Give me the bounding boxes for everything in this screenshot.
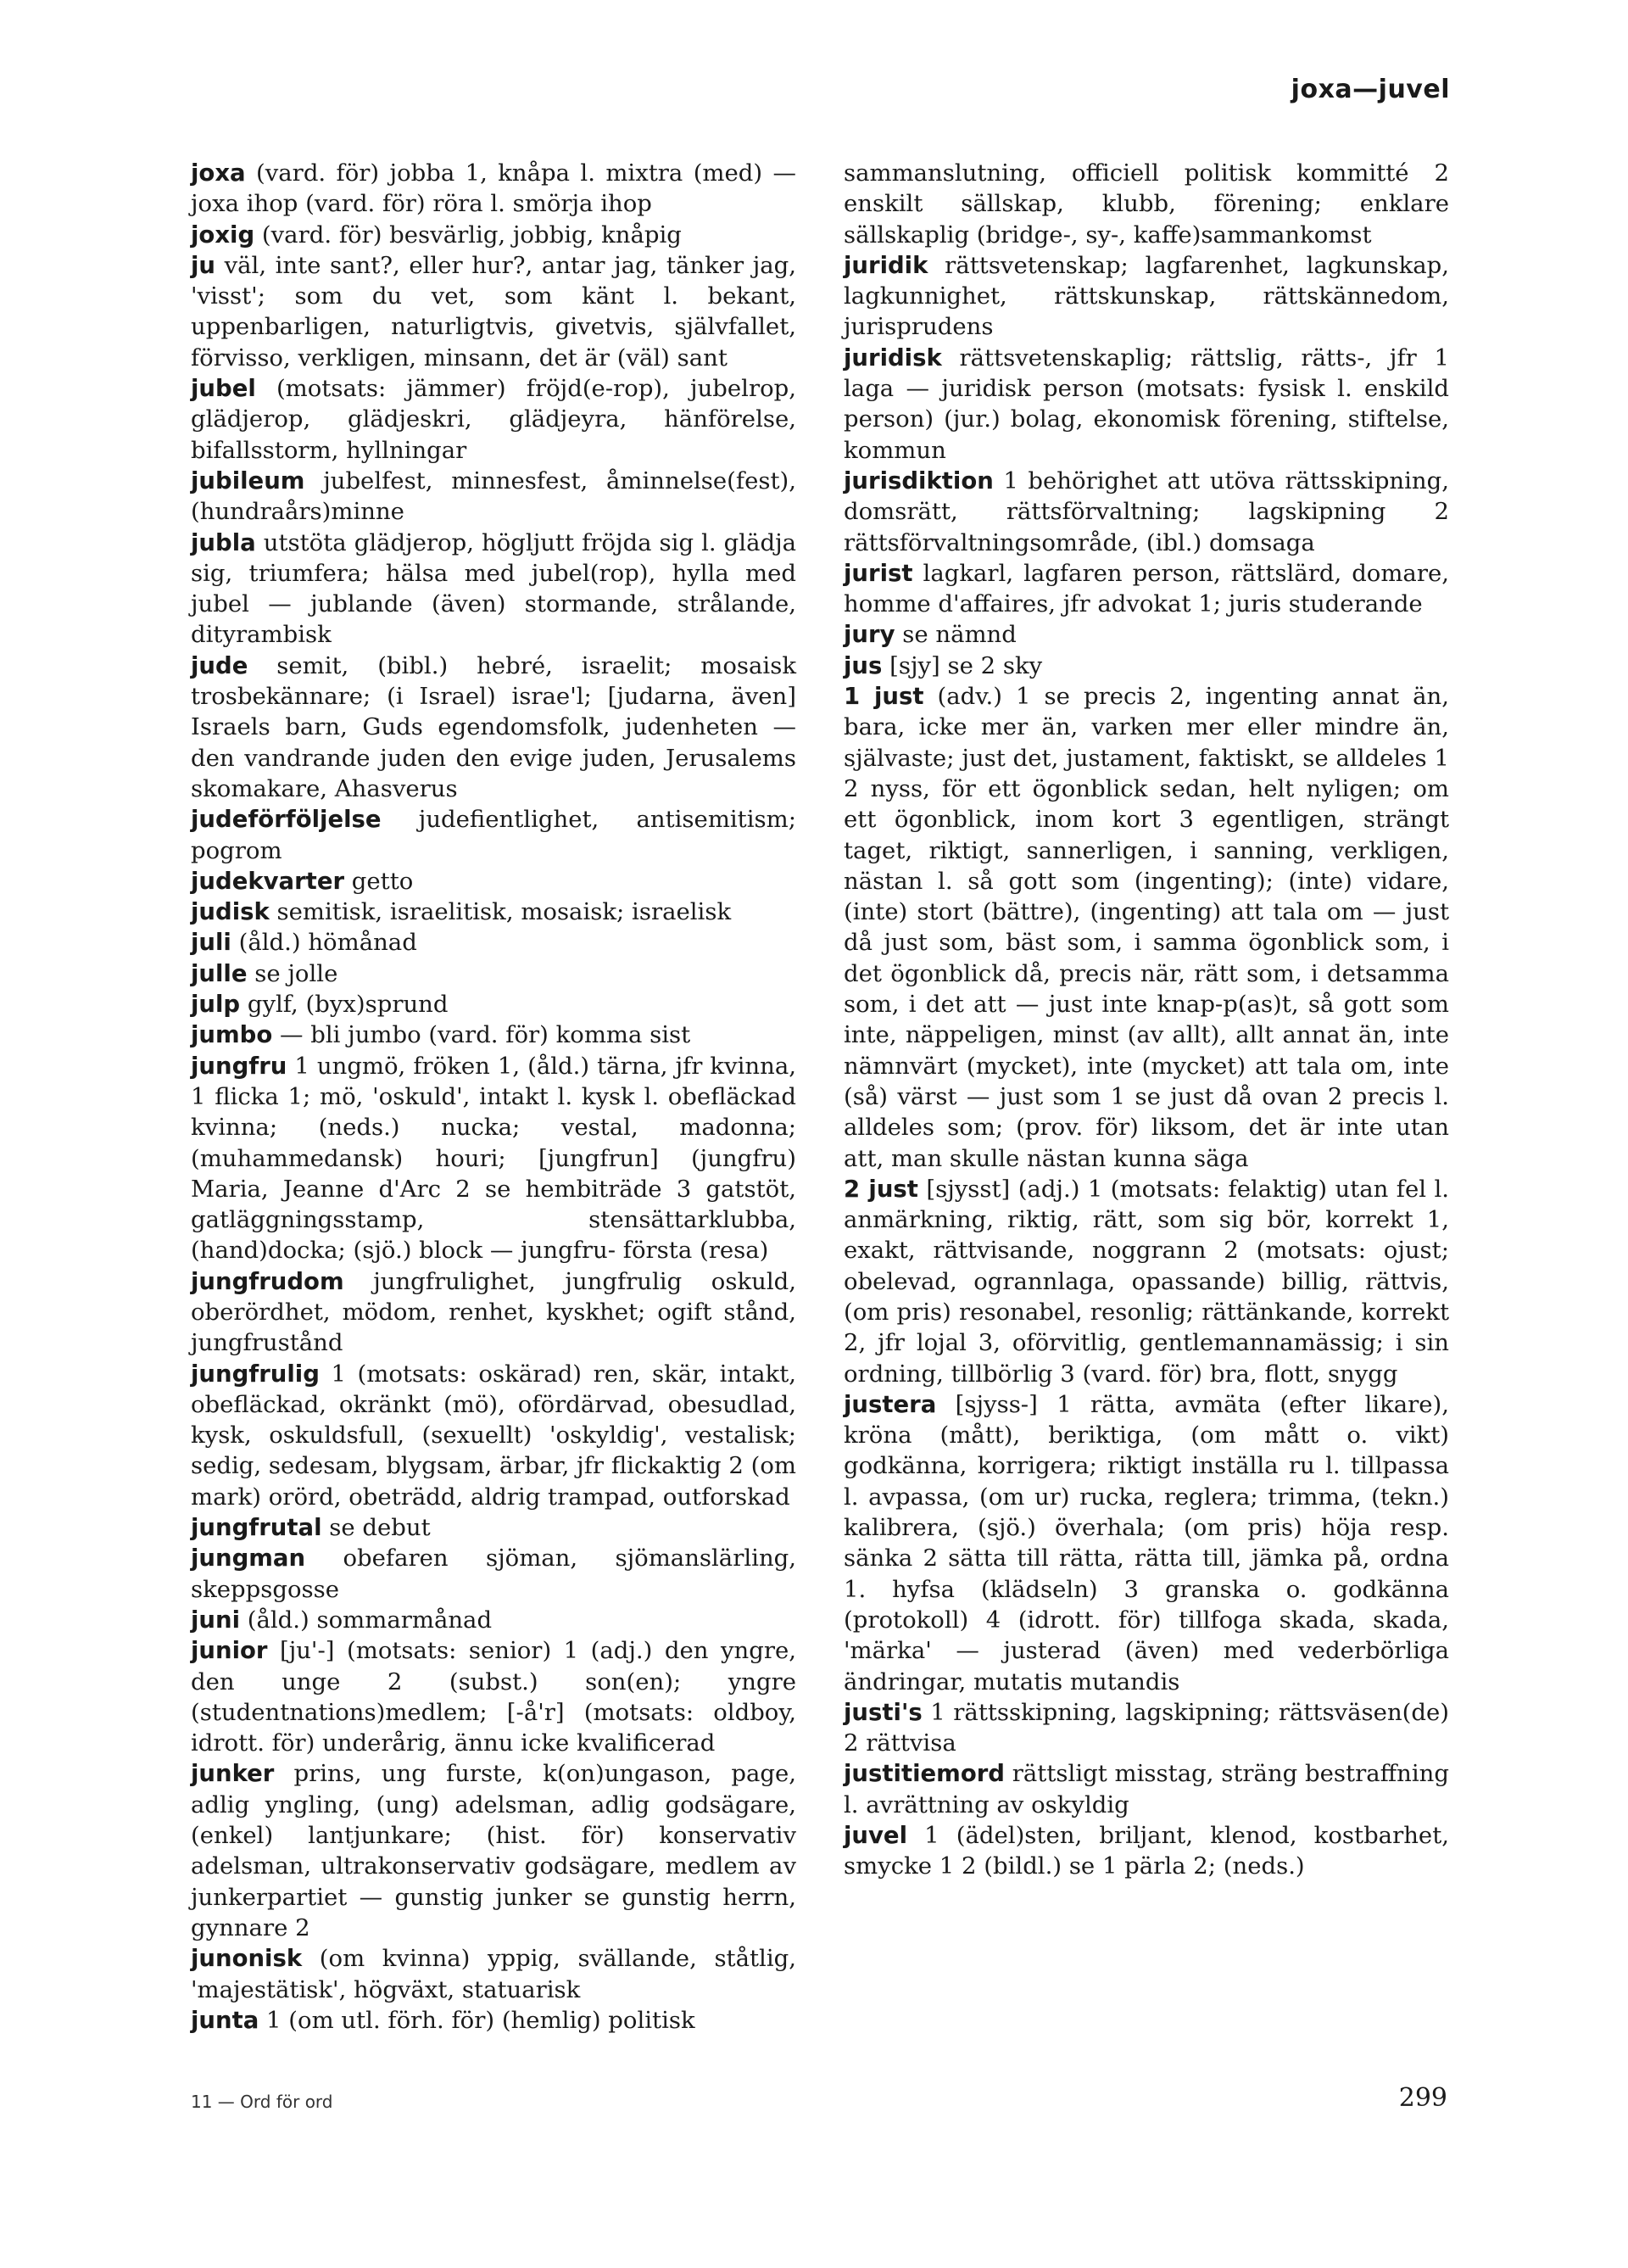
- entry-definition: (vard. för) jobba 1, knåpa l. mixtra (med) — joxa ihop (vard. för) röra l. smörja ihop: [191, 159, 796, 218]
- entry-headword: 1 just: [844, 683, 924, 711]
- dictionary-entry: [191, 651, 796, 804]
- entry-headword: jungfrutal: [191, 1514, 322, 1542]
- dictionary-entry: [844, 1174, 1449, 1389]
- dictionary-entry: [844, 1758, 1449, 1820]
- dictionary-entry: [844, 466, 1449, 558]
- entry-headword: junior: [191, 1637, 268, 1665]
- dictionary-entry: [191, 220, 796, 250]
- entry-definition: rättsvetenskap; lagfarenhet, lagkunskap, lagkunnighet, rättskunskap, rättskännedom, jurisprudens: [844, 251, 1449, 341]
- entry-headword: jumbo: [191, 1021, 273, 1049]
- entry-headword: jury: [844, 621, 895, 649]
- entry-definition: (åld.) hömånad: [238, 929, 417, 957]
- entry-definition: [sjyss-] 1 rätta, avmäta (efter likare), kröna (mått), beriktiga, (om mått o. vikt) godkänna, korrigera; riktigt inställa ru l. tillpassa l. avpassa, (om ur) rucka, reglera; trimma, (tekn.) kalibrera, (sjö.) överhala; (om pris) höja resp. sänka 2 sätta till rätta, rätta till, jämka på, ordna 1. hyfsa (klädseln) 3 granska o. godkänna (protokoll) 4 (idrott. för) tillfoga skada, skada, 'märka' — justerad (även) med vederbörliga ändringar, mutatis mutandis: [844, 1390, 1449, 1695]
- entry-definition: — bli jumbo (vard. för) komma sist: [280, 1021, 691, 1049]
- entry-definition: se jolle: [254, 959, 338, 987]
- entry-definition: (åld.) sommarmånad: [247, 1606, 493, 1634]
- entry-headword: juvel: [844, 1822, 908, 1850]
- entry-headword: jungman: [191, 1545, 306, 1573]
- entry-headword: joxig: [191, 221, 255, 249]
- entry-definition: [ju'-] (motsats: senior) 1 (adj.) den yngre, den unge 2 (subst.) son(en); yngre (studentnations)medlem; [-å'r] (motsats: oldboy, idrott. för) underårig, ännu icke kvalificerad: [191, 1637, 796, 1757]
- entry-headword: juli: [191, 929, 231, 957]
- entry-definition: rättsligt misstag, sträng bestraffning l. avrättning av oskyldig: [844, 1760, 1449, 1818]
- page-number: 299: [1398, 2083, 1447, 2113]
- dictionary-entry: [844, 1389, 1449, 1697]
- dictionary-entry: [191, 1605, 796, 1635]
- entry-definition: semitisk, israelitisk, mosaisk; israelisk: [276, 898, 732, 926]
- dictionary-entry: [191, 989, 796, 1019]
- footer-book-title: 11 — Ord för ord: [191, 2092, 333, 2112]
- entry-definition: semit, (bibl.) hebré, israelit; mosaisk trosbekännare; (i Israel) israe'l; [judarna, även] Israels barn, Guds egendomsfolk, judenheten — den vandrande juden den evige juden, Jerusalems skomakare, Ahasverus: [191, 651, 796, 802]
- dictionary-entry: [844, 1697, 1449, 1759]
- entry-definition: 1 (ädel)sten, briljant, klenod, kostbarhet, smycke 1 2 (bildl.) se 1 pärla 2; (neds.): [844, 1822, 1449, 1880]
- entry-definition: 1 ungmö, fröken 1, (åld.) tärna, jfr kvinna, 1 flicka 1; mö, 'oskuld', intakt l. kysk l. obefläckad kvinna; (neds.) nucka; vestal, madonna; (muhammedansk) houri; [jungfrun] (jungfru) Maria, Jeanne d'Arc 2 se hembiträde 3 gatstöt, gatläggningsstamp, stensättarklubba, (hand)docka; (sjö.) block — jungfru- första (resa): [191, 1052, 796, 1265]
- entry-headword: jubel: [191, 375, 256, 403]
- entry-definition: (vard. för) besvärlig, jobbig, knåpig: [261, 221, 682, 249]
- entry-headword: ju: [191, 251, 216, 279]
- entry-definition: prins, ung furste, k(on)ungason, page, adlig yngling, (ung) adelsman, adlig godsägare, (enkel) lantjunkare; (hist. för) konservativ adelsman, ultrakonservativ godsägare, medlem av junkerpartiet — gunstig junker se gunstig herrn, gynnare 2: [191, 1760, 796, 1941]
- entry-headword: jubla: [191, 528, 256, 556]
- dictionary-entry: [844, 1820, 1449, 1882]
- entry-definition: utstöta glädjerop, högljutt fröjda sig l. glädja sig, triumfera; hälsa med jubel(rop), hylla med jubel — jublande (även) stormande, strålande, dityrambisk: [191, 528, 797, 649]
- entry-headword: judisk: [191, 898, 270, 926]
- entry-definition: se nämnd: [902, 621, 1017, 649]
- dictionary-entry: [191, 528, 796, 651]
- dictionary-entry: [191, 866, 796, 897]
- dictionary-entry: [191, 1019, 796, 1050]
- entry-headword: julle: [191, 959, 248, 987]
- entry-definition: (adv.) 1 se precis 2, ingenting annat än, bara, icke mer än, varken mer eller mindre än, självaste; just det, justament, faktiskt, se alldeles 1 2 nyss, för ett ögonblick sedan, helt nyligen; om ett ögonblick, inom kort 3 egentligen, strängt taget, riktigt, sannerligen, i sanning, verkligen, nästan l. så gott som (ingenting); (inte) vidare, (inte) stort (bättre), (ingenting) att tala om — just då just som, bäst som, i samma ögonblick som, i det ögonblick då, precis när, rätt som, i detsamma som, i det att — just inte knap-p(as)t, så gott som inte, näppeligen, minst (av allt), allt annat än, inte nämnvärt (mycket), inte (mycket) att tala om, inte (så) värst — just som 1 se just då ovan 2 precis l. alldeles som; (prov. för) liksom, det är inte utan att, man skulle nästan kunna säga: [844, 683, 1449, 1172]
- dictionary-entry: [191, 466, 796, 528]
- entry-definition: 1 behörighet att utöva rättsskipning, domsrätt, rättsförvaltning; lagskipning 2 rättsförvaltningsområde, (ibl.) domsaga: [844, 466, 1449, 556]
- entry-definition: väl, inte sant?, eller hur?, antar jag, tänker jag, 'visst'; som du vet, som känt l. bekant, uppenbarligen, naturligtvis, givetvis, självfallet, förvisso, verkligen, minsann, det är (väl) sant: [191, 251, 796, 371]
- entry-headword: jubileum: [191, 466, 305, 494]
- entry-definition: obefaren sjöman, sjömanslärling, skeppsgosse: [191, 1545, 796, 1603]
- dictionary-entry: [191, 804, 796, 866]
- dictionary-entry: [191, 1635, 796, 1758]
- dictionary-entry: [191, 1943, 796, 2005]
- entry-definition: 1 rättsskipning, lagskipning; rättsväsen(de) 2 rättvisa: [844, 1698, 1449, 1757]
- entry-definition: jubelfest, minnesfest, åminnelse(fest), (hundraårs)minne: [191, 466, 796, 526]
- dictionary-entry: [844, 681, 1449, 1174]
- dictionary-entry: [191, 1512, 796, 1543]
- dictionary-entry: [844, 343, 1449, 466]
- dictionary-entry: [191, 1543, 796, 1605]
- entry-definition: [sjy] se 2 sky: [889, 651, 1043, 679]
- entry-headword: juni: [191, 1606, 241, 1634]
- dictionary-entry: [191, 2005, 796, 2036]
- dictionary-entry: [844, 651, 1449, 681]
- dictionary-entry: [844, 158, 1449, 250]
- entry-definition: sammanslutning, officiell politisk kommitté 2 enskilt sällskap, klubb, förening; enklare sällskaplig (bridge-, sy-, kaffe)sammankomst: [844, 159, 1449, 249]
- dictionary-entry: [191, 1359, 796, 1512]
- running-head: joxa—juvel: [1291, 75, 1450, 104]
- dictionary-entry: [191, 373, 796, 466]
- left-column: [191, 158, 796, 2036]
- entry-headword: jude: [191, 651, 248, 679]
- entry-definition: 1 (om utl. förh. för) (hemlig) politisk: [266, 2006, 695, 2034]
- entry-definition: jungfrulighet, jungfrulig oskuld, oberördhet, mödom, renhet, kyskhet; ogift stånd, jungfrustånd: [191, 1267, 796, 1357]
- entry-headword: julp: [191, 991, 241, 1019]
- entry-headword: junker: [191, 1760, 275, 1788]
- entry-headword: judeförföljelse: [191, 806, 382, 834]
- entry-definition: lagkarl, lagfaren person, rättslärd, domare, homme d'affaires, jfr advokat 1; juris studerande: [844, 559, 1449, 618]
- entry-definition: rättsvetenskaplig; rättslig, rätts-, jfr 1 laga — juridisk person (motsats: fysisk l. enskild person) (jur.) bolag, ekonomisk förening, stiftelse, kommun: [844, 344, 1449, 464]
- dictionary-entry: [844, 250, 1449, 343]
- right-column: [844, 158, 1449, 1882]
- entry-headword: jus: [844, 651, 883, 679]
- dictionary-entry: [191, 927, 796, 958]
- dictionary-entry: [191, 1266, 796, 1359]
- entry-definition: 1 (motsats: oskärad) ren, skär, intakt, obefläckad, okränkt (mö), ofördärvad, obesudlad, kysk, oskuldsfull, (sexuellt) 'oskyldig', vestalisk; sedig, sedesam, blygsam, ärbar, jfr flickaktig 2 (om mark) orörd, obeträdd, aldrig trampad, outforskad: [191, 1360, 796, 1511]
- entry-headword: jurisdiktion: [844, 466, 994, 494]
- entry-definition: (motsats: jämmer) fröjd(e-rop), jubelrop, glädjerop, glädjeskri, glädjeyra, hänförelse, bifallsstorm, hyllningar: [191, 375, 796, 464]
- entry-headword: junonisk: [191, 1945, 303, 1973]
- entry-headword: judekvarter: [191, 867, 345, 895]
- entry-headword: justi's: [844, 1698, 923, 1726]
- entry-headword: juridisk: [844, 344, 942, 371]
- dictionary-entry: [191, 250, 796, 373]
- dictionary-entry: [191, 1051, 796, 1266]
- entry-headword: justitiemord: [844, 1760, 1005, 1788]
- entry-headword: junta: [191, 2006, 259, 2034]
- entry-headword: juridik: [844, 251, 928, 279]
- entry-definition: (om kvinna) yppig, svällande, ståtlig, 'majestätisk', högväxt, statuarisk: [191, 1945, 796, 2003]
- entry-headword: jungfrudom: [191, 1267, 344, 1295]
- entry-headword: jungfru: [191, 1052, 287, 1080]
- entry-definition: getto: [351, 867, 414, 895]
- entry-headword: jurist: [844, 559, 913, 587]
- dictionary-entry: [844, 619, 1449, 650]
- entry-definition: judefientlighet, antisemitism; pogrom: [191, 806, 796, 864]
- dictionary-entry: [191, 158, 796, 220]
- dictionary-entry: [191, 1758, 796, 1943]
- entry-headword: justera: [844, 1390, 937, 1418]
- entry-headword: joxa: [191, 159, 246, 187]
- dictionary-entry: [191, 897, 796, 927]
- entry-definition: gylf, (byx)sprund: [247, 991, 449, 1019]
- entry-headword: jungfrulig: [191, 1360, 320, 1388]
- dictionary-entry: [844, 558, 1449, 620]
- entry-headword: 2 just: [844, 1175, 918, 1203]
- dictionary-entry: [191, 958, 796, 989]
- entry-definition: se debut: [329, 1514, 431, 1542]
- entry-definition: [sjysst] (adj.) 1 (motsats: felaktig) utan fel l. anmärkning, riktig, rätt, som sig bör, korrekt 1, exakt, rättvisande, noggrann 2 (motsats: ojust; obelevad, ogrannlaga, opassande) billig, rättvis, (om pris) resonabel, resonlig; rättänkande, korrekt 2, jfr lojal 3, oförvitlig, gentlemannamässig; i sin ordning, tillbörlig 3 (vard. för) bra, flott, snygg: [844, 1175, 1449, 1388]
